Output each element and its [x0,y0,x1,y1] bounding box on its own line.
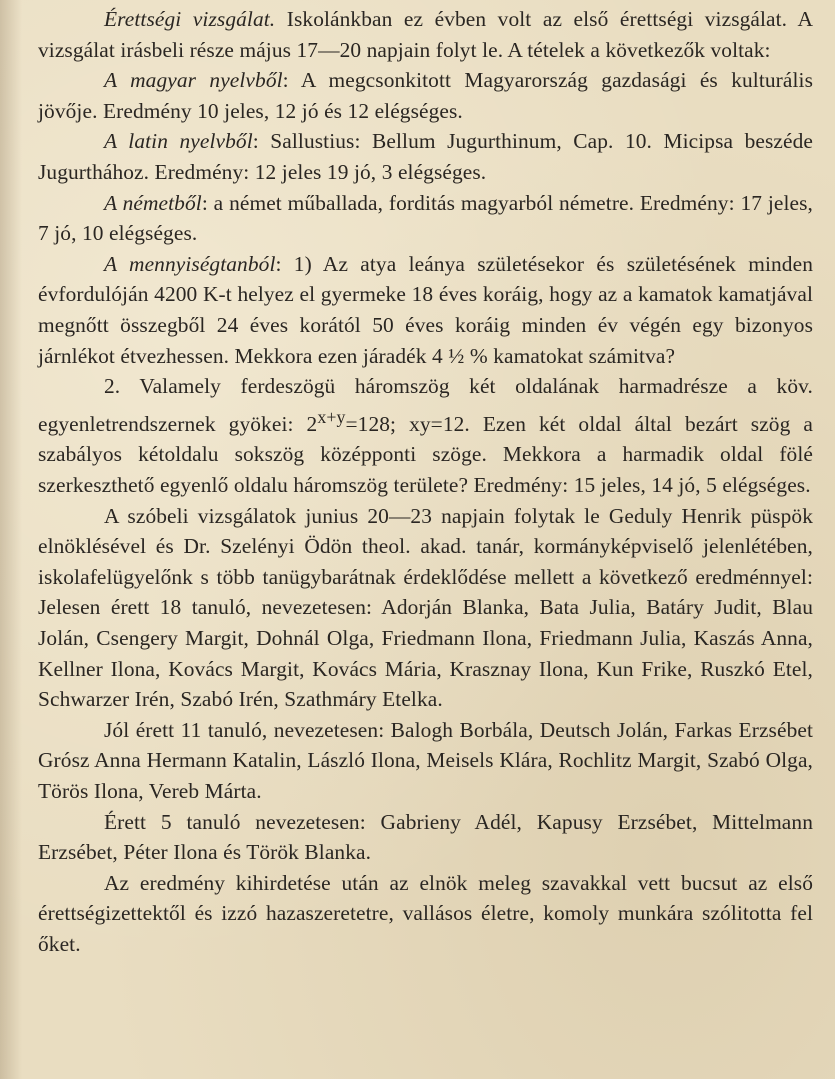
page-gutter-shadow [0,0,22,1079]
equation-exponent: x+y [317,406,346,427]
paragraph-text: Az eredmény kihirdetése után az elnök meleg szavakkal vett bucsut az első érettségizettektől és izzó hazaszeretetre, vallásos életre, komoly munkára szólitotta fel őket. [38,870,813,956]
paragraph-text: Ezen két oldal által bezárt szög a szabályos kétoldalu sokszög középponti szöge. Mekkora a harmadik oldal fölé szerkeszthető egyenlő oldalu háromszög területe? Eredmény: 15 jeles, 14 jó, 5 elégséges. [38,411,813,498]
paragraph-oral-exams [38,501,813,715]
paragraph-math-1 [38,249,813,371]
equation [306,406,470,436]
equation-base: 2 [306,411,318,436]
paragraph-text: Érett 5 tanuló nevezetesen: Gabrieny Adél, Kapusy Erzsébet, Mittelmann Erzsébet, Péter Ilona és Török Blanka. [38,809,813,865]
paragraph-text: A szóbeli vizsgálatok junius 20—23 napjain folytak le Geduly Henrik püspök elnöklésével és Dr. Szelényi Ödön theol. akad. tanár, kormányképviselő jelenlétében, iskolafelügyelőnk s több tanügybarátnak érdeklődése mellett a következő eredménnyel: Jelesen érett 18 tanuló, nevezetesen: Adorján Blanka, Bata Julia, Batáry Judit, Blau Jolán, Csengery Margit, Dohnál Olga, Friedmann Ilona, Friedmann Julia, Kaszás Anna, Kellner Ilona, Kovács Margit, Kovács Mária, Krasznay Ilona, Kun Frike, Ruszkó Etel, Schwarzer Irén, Szabó Irén, Szathmáry Etelka. [38,503,813,712]
paragraph-latin [38,126,813,187]
paragraph-hungarian [38,65,813,126]
paragraph-text: Iskolánkban ez évben volt az első érettségi vizsgálat. A vizsgálat irásbeli része május 17—20 napjain folyt le. A tételek a következők voltak: [38,7,814,62]
paragraph-closing [38,868,813,960]
section-lead-latin: A latin nyelvből [104,129,253,154]
paragraph-text: : 1) Az atya leánya születésekor és születésének minden évfordulóján 4200 K-t helyez el gyermeke 18 éves koráig, hogy az a kamatok kamatjával megnőtt összegből 24 éves korától 50 éves koráig minden év végén egy bizonyos járnlékot étvezhessen. Mekkora ezen járadék 4 ½ % kamatokat számitva? [38,251,813,368]
paragraph-good-results [38,715,813,807]
equation-rest: =128; xy=12. [345,411,470,436]
section-lead-exam: Érettségi vizsgálat. [104,7,276,31]
section-lead-hungarian: A magyar nyelvből [104,68,283,93]
document-body [38,4,813,960]
paragraph-text: : Sallustius: Bellum Jugurthinum, Cap. 10. Micipsa beszéde Jugurthához. Eredmény: 12 jeles 19 jó, 3 elégséges. [38,129,813,184]
paragraph-exam-intro [38,4,813,65]
paragraph-text: Jól érett 11 tanuló, nevezetesen: Balogh Borbála, Deutsch Jolán, Farkas Erzsébet Grósz Anna Hermann Katalin, László Ilona, Meisels Klára, Rochlitz Margit, Szabó Olga, Törös Ilona, Vereb Márta. [38,717,813,803]
paragraph-text: 2. Valamely ferdeszögü háromszög két oldalának harmadrésze a köv. egyenletrendszernek gyökei: [38,374,813,436]
section-lead-math: A mennyiségtanból [104,251,276,276]
paragraph-passed-results [38,807,813,868]
section-lead-german: A németből [104,190,202,215]
paragraph-text: : a német műballada, forditás magyarból németre. Eredmény: 17 jeles, 7 jó, 10 elégséges. [38,190,814,246]
paragraph-text: : A megcsonkitott Magyarország gazdasági és kulturális jövője. Eredmény 10 jeles, 12 jó és 12 elégséges. [38,68,813,123]
paragraph-german [38,188,813,249]
paragraph-math-2 [38,371,813,501]
